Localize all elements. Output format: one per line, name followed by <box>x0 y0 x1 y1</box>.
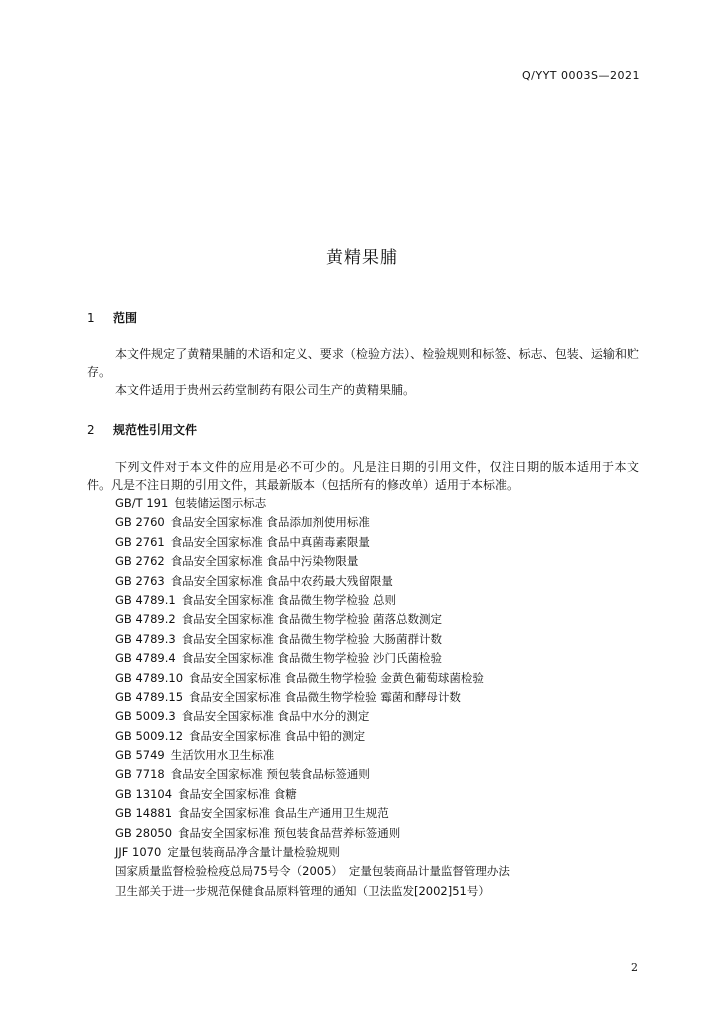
reference-item <box>115 804 510 823</box>
reference-item <box>115 862 510 881</box>
section-1-paragraph-1: 本文件规定了黄精果脯的术语和定义、要求（检验方法）、检验规则和标签、标志、包装、运输和贮存。 <box>87 347 639 379</box>
reference-list <box>115 494 510 901</box>
reference-code: GB 2761 <box>115 534 165 549</box>
reference-code: GB 2762 <box>115 554 165 569</box>
reference-code: GB 5009.3 <box>115 709 176 724</box>
reference-title: 食品安全国家标准 食品生产通用卫生规范 <box>178 806 389 821</box>
reference-code: GB 4789.2 <box>115 612 176 627</box>
reference-title: 食品安全国家标准 预包装食品标签通则 <box>170 767 370 782</box>
reference-item <box>115 591 510 610</box>
reference-code: GB 13104 <box>115 786 173 801</box>
reference-title: 食品安全国家标准 食品添加剂使用标准 <box>170 515 370 530</box>
reference-title: 食品安全国家标准 食品微生物学检验 大肠菌群计数 <box>181 631 443 646</box>
reference-title: 食品安全国家标准 食品微生物学检验 菌落总数测定 <box>181 612 443 627</box>
reference-code: GB 2763 <box>115 573 165 588</box>
reference-title: 食品安全国家标准 食品中农药最大残留限量 <box>170 573 393 588</box>
reference-code: GB/T 191 <box>115 496 169 510</box>
standard-code: Q/YYT 0003S—2021 <box>522 69 640 82</box>
reference-item <box>115 707 510 726</box>
reference-code: GB 4789.3 <box>115 631 176 646</box>
reference-item <box>115 494 510 513</box>
reference-code: GB 5749 <box>115 748 165 763</box>
reference-code: GB 2760 <box>115 515 165 530</box>
reference-title: 食品安全国家标准 食品微生物学检验 霉菌和酵母计数 <box>189 689 461 704</box>
reference-item <box>115 513 510 532</box>
reference-item <box>115 669 510 688</box>
reference-title: 包装储运图示标志 <box>174 496 267 510</box>
section-2-paragraph-1: 下列文件对于本文件的应用是必不可少的。凡是注日期的引用文件，仅注日期的版本适用于本文件。凡是不注日期的引用文件，其最新版本（包括所有的修改单）适用于本标准。 <box>87 460 639 492</box>
reference-title: 定量包装商品净含量计量检验规则 <box>167 845 340 860</box>
reference-code: GB 4789.15 <box>115 689 184 704</box>
reference-title: 食品安全国家标准 食品中铅的测定 <box>189 728 366 743</box>
reference-code: GB 4789.10 <box>115 670 184 685</box>
reference-title: 食品安全国家标准 预包装食品营养标签通则 <box>178 825 401 840</box>
section-1-title: 范围 <box>113 311 138 325</box>
reference-code: JJF 1070 <box>115 845 162 860</box>
reference-code: GB 7718 <box>115 767 165 782</box>
section-1-heading <box>87 309 137 326</box>
reference-item <box>115 649 510 668</box>
reference-title: 定量包装商品计量监督管理办法 <box>348 864 510 879</box>
reference-title: 食品安全国家标准 食糖 <box>178 786 297 801</box>
reference-item <box>115 785 510 804</box>
section-1-paragraph-2: 本文件适用于贵州云药堂制药有限公司生产的黄精果脯。 <box>115 383 416 397</box>
reference-title: 食品安全国家标准 食品中污染物限量 <box>170 554 359 569</box>
reference-title: 食品安全国家标准 食品微生物学检验 金黄色葡萄球菌检验 <box>189 670 484 685</box>
reference-item <box>115 765 510 784</box>
reference-title: 生活饮用水卫生标准 <box>170 748 275 763</box>
reference-item <box>115 882 510 901</box>
reference-title: 食品安全国家标准 食品中水分的测定 <box>181 709 370 724</box>
reference-item <box>115 746 510 765</box>
reference-item <box>115 843 510 862</box>
section-1-number: 1 <box>87 311 95 325</box>
reference-item <box>115 533 510 552</box>
reference-code: GB 28050 <box>115 825 173 840</box>
document-title: 黄精果脯 <box>326 248 398 268</box>
reference-item <box>115 630 510 649</box>
reference-code: GB 4789.1 <box>115 592 176 607</box>
section-2-heading <box>87 421 197 438</box>
reference-code: GB 14881 <box>115 806 173 821</box>
reference-item <box>115 572 510 591</box>
reference-item <box>115 688 510 707</box>
reference-item <box>115 727 510 746</box>
reference-title: 食品安全国家标准 食品微生物学检验 总则 <box>181 592 397 607</box>
reference-item <box>115 824 510 843</box>
reference-title: 食品安全国家标准 食品中真菌毒素限量 <box>170 534 370 549</box>
reference-code: 国家质量监督检验检疫总局75号令（2005） <box>115 864 343 879</box>
reference-item <box>115 610 510 629</box>
page-number: 2 <box>631 961 638 974</box>
section-2-number: 2 <box>87 423 95 437</box>
reference-code: 卫生部关于进一步规范保健食品原料管理的通知（卫法监发[2002]51号） <box>115 883 490 898</box>
reference-code: GB 4789.4 <box>115 651 176 666</box>
reference-item <box>115 552 510 571</box>
section-2-title: 规范性引用文件 <box>113 423 198 437</box>
reference-title: 食品安全国家标准 食品微生物学检验 沙门氏菌检验 <box>181 651 443 666</box>
reference-code: GB 5009.12 <box>115 728 184 743</box>
